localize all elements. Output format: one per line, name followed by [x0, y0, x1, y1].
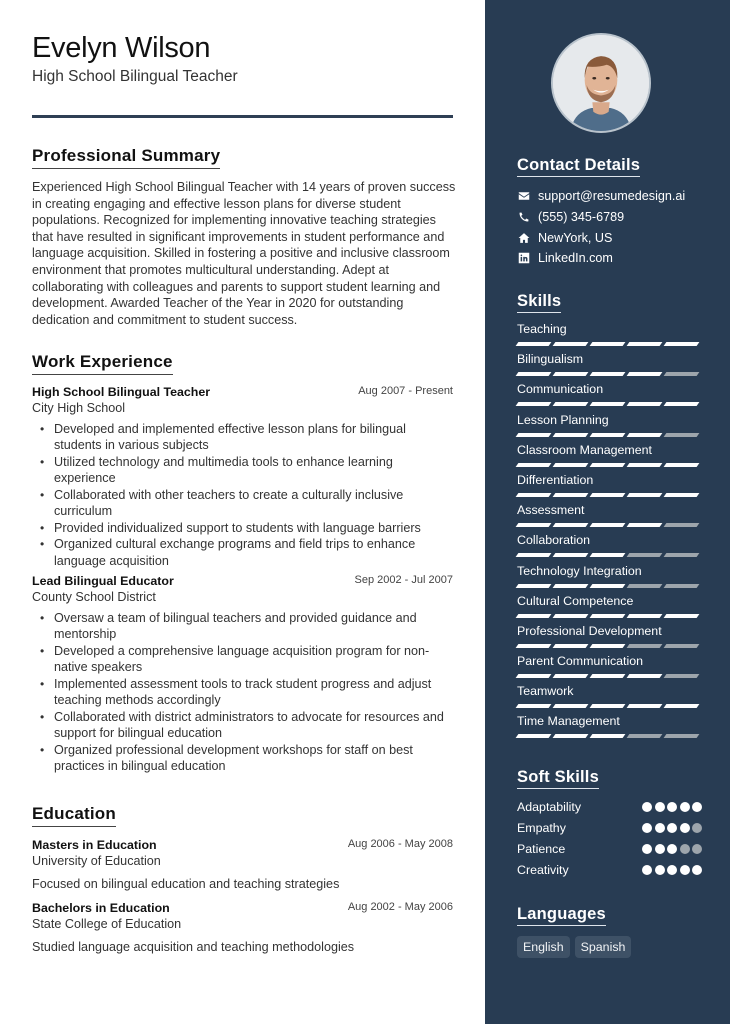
skill-level-segment [553, 614, 589, 618]
skill-item [517, 472, 707, 502]
skill-level-segment [590, 372, 626, 376]
skill-level-segment [627, 644, 663, 648]
skill-level-segment [516, 372, 552, 376]
degree-title: Masters in Education [32, 838, 157, 852]
skill-level-segment [516, 523, 552, 527]
skill-level-segment [590, 402, 626, 406]
skill-level-bar [517, 402, 707, 406]
section-heading-education: Education [32, 804, 116, 827]
skill-level-segment [553, 493, 589, 497]
rating-dot-icon [680, 844, 690, 854]
skill-level-segment [516, 674, 552, 678]
job-bullets [32, 610, 453, 775]
skill-level-segment [664, 734, 700, 738]
education-section [32, 804, 453, 955]
rating-dot-icon [655, 823, 665, 833]
soft-skill-item [517, 817, 702, 838]
skill-level-segment [516, 553, 552, 557]
skill-level-segment [590, 463, 626, 467]
skill-level-segment [590, 584, 626, 588]
section-heading-skills: Skills [517, 291, 561, 313]
rating-dot-icon [642, 844, 652, 854]
skill-level-segment [590, 342, 626, 346]
contact-section [517, 155, 717, 269]
skill-name: Technology Integration [517, 563, 642, 578]
sidebar [485, 0, 730, 1024]
skill-level-segment [516, 704, 552, 708]
skill-level-segment [627, 523, 663, 527]
skill-level-segment [664, 433, 700, 437]
skill-level-segment [664, 644, 700, 648]
linkedin-icon [517, 252, 530, 265]
skill-level-segment [553, 704, 589, 708]
skill-level-bar [517, 734, 707, 738]
contact-linkedin-text: LinkedIn.com [538, 251, 613, 266]
skill-level-segment [516, 463, 552, 467]
skill-level-segment [627, 342, 663, 346]
skills-section [517, 291, 707, 744]
skill-level-segment [627, 493, 663, 497]
contact-phone[interactable] [517, 207, 717, 228]
skill-name: Professional Development [517, 623, 662, 638]
skill-level-segment [553, 523, 589, 527]
job-date: Sep 2002 - Jul 2007 [354, 574, 453, 586]
skill-level-segment [516, 644, 552, 648]
skill-level-segment [627, 463, 663, 467]
skill-level-segment [627, 402, 663, 406]
skill-level-segment [627, 553, 663, 557]
skill-level-segment [516, 734, 552, 738]
rating-dot-icon [680, 823, 690, 833]
soft-skill-item [517, 838, 702, 859]
skill-level-segment [553, 372, 589, 376]
language-chip: English [517, 936, 570, 958]
skill-level-segment [516, 342, 552, 346]
skill-level-segment [516, 433, 552, 437]
soft-skill-rating [642, 865, 702, 875]
skill-level-segment [553, 433, 589, 437]
skill-level-segment [553, 734, 589, 738]
section-heading-languages: Languages [517, 904, 606, 926]
skill-level-segment [516, 402, 552, 406]
job-entry [32, 384, 453, 569]
soft-skill-name: Patience [517, 841, 566, 856]
contact-location [517, 227, 717, 248]
soft-skill-name: Empathy [517, 820, 566, 835]
skill-level-segment [664, 463, 700, 467]
school-name: University of Education [32, 854, 161, 868]
skill-level-bar [517, 644, 707, 648]
skill-level-bar [517, 463, 707, 467]
job-organization: County School District [32, 590, 156, 604]
job-bullet: • Organized professional development workshops for staff on best practices in bilingual education [54, 742, 453, 775]
skill-level-segment [516, 584, 552, 588]
skill-name: Time Management [517, 714, 620, 729]
skill-item [517, 502, 707, 532]
skill-level-segment [664, 674, 700, 678]
skill-level-bar [517, 372, 707, 376]
job-bullet: • Collaborated with other teachers to create a culturally inclusive curriculum [54, 487, 453, 520]
skill-item [517, 381, 707, 411]
job-title: High School Bilingual Teacher [32, 385, 211, 399]
skill-level-segment [553, 674, 589, 678]
rating-dot-icon [692, 844, 702, 854]
skill-level-segment [627, 433, 663, 437]
skill-item [517, 442, 707, 472]
skill-level-segment [664, 704, 700, 708]
education-date: Aug 2006 - May 2008 [347, 838, 453, 850]
job-bullet: • Developed a comprehensive language acquisition program for non-native speakers [54, 643, 453, 676]
avatar [551, 33, 651, 133]
skill-level-bar [517, 342, 707, 346]
degree-title: Bachelors in Education [32, 901, 170, 915]
skill-item [517, 321, 707, 351]
section-heading-contact: Contact Details [517, 155, 640, 177]
skill-level-segment [664, 553, 700, 557]
contact-linkedin[interactable] [517, 248, 717, 269]
rating-dot-icon [655, 844, 665, 854]
skill-level-bar [517, 553, 707, 557]
skill-name: Classroom Management [517, 442, 652, 457]
education-description: Focused on bilingual education and teaching strategies [32, 876, 340, 891]
skill-name: Teamwork [517, 684, 574, 699]
skill-item [517, 653, 707, 683]
skill-level-segment [590, 674, 626, 678]
skill-level-segment [627, 372, 663, 376]
soft-skill-name: Creativity [517, 863, 569, 878]
education-entry [32, 837, 453, 892]
skill-name: Parent Communication [517, 654, 644, 669]
skill-level-segment [664, 342, 700, 346]
education-entry [32, 900, 453, 955]
skill-level-segment [553, 553, 589, 557]
contact-phone-text: (555) 345-6789 [538, 210, 625, 225]
skill-name: Collaboration [517, 533, 591, 548]
rating-dot-icon [692, 865, 702, 875]
skill-level-segment [590, 704, 626, 708]
skill-name: Cultural Competence [517, 593, 634, 608]
skill-level-bar [517, 433, 707, 437]
skill-level-bar [517, 614, 707, 618]
soft-skill-rating [642, 802, 702, 812]
skill-level-segment [627, 584, 663, 588]
profile-photo [553, 35, 649, 131]
candidate-title: High School Bilingual Teacher [32, 68, 238, 85]
skill-level-bar [517, 704, 707, 708]
skill-name: Lesson Planning [517, 412, 609, 427]
candidate-name: Evelyn Wilson [32, 32, 211, 64]
rating-dot-icon [667, 865, 677, 875]
skill-level-bar [517, 674, 707, 678]
education-date: Aug 2002 - May 2006 [347, 901, 453, 913]
rating-dot-icon [667, 844, 677, 854]
skill-item [517, 683, 707, 713]
contact-location-text: NewYork, US [538, 230, 613, 245]
skill-level-segment [664, 614, 700, 618]
language-chip: Spanish [575, 936, 632, 958]
phone-icon [517, 211, 530, 224]
soft-skills-list [517, 796, 702, 881]
job-bullet: • Utilized technology and multimedia tools to enhance learning experience [54, 454, 453, 487]
skills-list [517, 321, 707, 744]
skill-level-segment [627, 734, 663, 738]
job-bullet: • Collaborated with district administrators to advocate for resources and support for bilingual education [54, 709, 453, 742]
rating-dot-icon [692, 823, 702, 833]
job-bullet: • Oversaw a team of bilingual teachers and provided guidance and mentorship [54, 610, 453, 643]
skill-name: Differentiation [517, 472, 594, 487]
section-heading-soft-skills: Soft Skills [517, 767, 599, 789]
skill-name: Teaching [517, 322, 567, 336]
rating-dot-icon [655, 865, 665, 875]
skill-level-bar [517, 493, 707, 497]
section-heading-work: Work Experience [32, 352, 173, 375]
summary-text: Experienced High School Bilingual Teacher with 14 years of proven success in creating engaging and effective lesson plans for diverse student populations. Recognized for implementing innovative teaching strategies that have resulted in significant improvements in student performance and language acquisition. Skilled in fostering a positive and inclusive classroom environment that promotes multicultural understanding. Adept at collaborating with colleagues and parents to support student learning and development. Awarded Teacher of the Year in 2020 for outstanding dedication and commitment to student success. [32, 180, 456, 327]
school-name: State College of Education [32, 917, 182, 931]
skill-level-segment [590, 644, 626, 648]
skill-level-segment [627, 614, 663, 618]
job-entry [32, 573, 453, 775]
rating-dot-icon [667, 802, 677, 812]
skill-level-segment [664, 402, 700, 406]
skill-item [517, 623, 707, 653]
skill-level-segment [664, 372, 700, 376]
skill-item [517, 593, 707, 623]
rating-dot-icon [667, 823, 677, 833]
rating-dot-icon [692, 802, 702, 812]
home-icon [517, 231, 530, 244]
job-bullet: • Implemented assessment tools to track student progress and adjust teaching methods accordingly [54, 676, 453, 709]
work-experience-section [32, 352, 453, 775]
skill-name: Bilingualism [517, 352, 584, 367]
header-divider [32, 115, 453, 118]
skill-item [517, 532, 707, 562]
skill-level-bar [517, 584, 707, 588]
job-title: Lead Bilingual Educator [32, 574, 174, 588]
skill-level-segment [516, 614, 552, 618]
skill-item [517, 563, 707, 593]
skill-name: Assessment [517, 503, 585, 518]
skill-level-segment [590, 433, 626, 437]
soft-skill-rating [642, 823, 702, 833]
rating-dot-icon [655, 802, 665, 812]
rating-dot-icon [642, 865, 652, 875]
soft-skill-name: Adaptability [517, 799, 582, 814]
skill-level-segment [553, 584, 589, 588]
skill-level-segment [553, 463, 589, 467]
job-bullet: • Developed and implemented effective lesson plans for bilingual students in various subjects [54, 421, 453, 454]
rating-dot-icon [642, 802, 652, 812]
skill-level-segment [553, 342, 589, 346]
contact-email[interactable] [517, 186, 717, 207]
soft-skill-rating [642, 844, 702, 854]
skill-level-segment [664, 493, 700, 497]
skill-level-segment [590, 553, 626, 557]
skill-level-segment [590, 614, 626, 618]
envelope-icon [517, 190, 530, 203]
education-description: Studied language acquisition and teaching methodologies [32, 939, 355, 954]
soft-skill-item [517, 796, 702, 817]
skill-level-segment [664, 523, 700, 527]
skill-level-segment [553, 402, 589, 406]
skill-level-segment [590, 523, 626, 527]
job-date: Aug 2007 - Present [358, 385, 453, 397]
skill-level-segment [516, 493, 552, 497]
job-bullets [32, 421, 453, 570]
contact-email-text: support@resumedesign.ai [538, 189, 686, 204]
professional-summary-section [32, 146, 457, 328]
rating-dot-icon [680, 802, 690, 812]
skill-name: Communication [517, 382, 604, 397]
skill-level-segment [664, 584, 700, 588]
rating-dot-icon [680, 865, 690, 875]
skill-level-segment [590, 734, 626, 738]
skill-item [517, 351, 707, 381]
skill-item [517, 713, 707, 743]
soft-skills-section [517, 767, 702, 881]
job-organization: City High School [32, 401, 126, 415]
skill-item [517, 412, 707, 442]
job-bullet: • Provided individualized support to students with language barriers [54, 520, 453, 537]
job-bullet: • Organized cultural exchange programs and field trips to enhance language acquisition [54, 536, 453, 569]
skill-level-segment [627, 674, 663, 678]
skill-level-bar [517, 523, 707, 527]
section-heading-summary: Professional Summary [32, 146, 220, 169]
rating-dot-icon [642, 823, 652, 833]
skill-level-segment [627, 704, 663, 708]
skill-level-segment [590, 493, 626, 497]
soft-skill-item [517, 860, 702, 881]
languages-section [517, 904, 717, 958]
skill-level-segment [553, 644, 589, 648]
